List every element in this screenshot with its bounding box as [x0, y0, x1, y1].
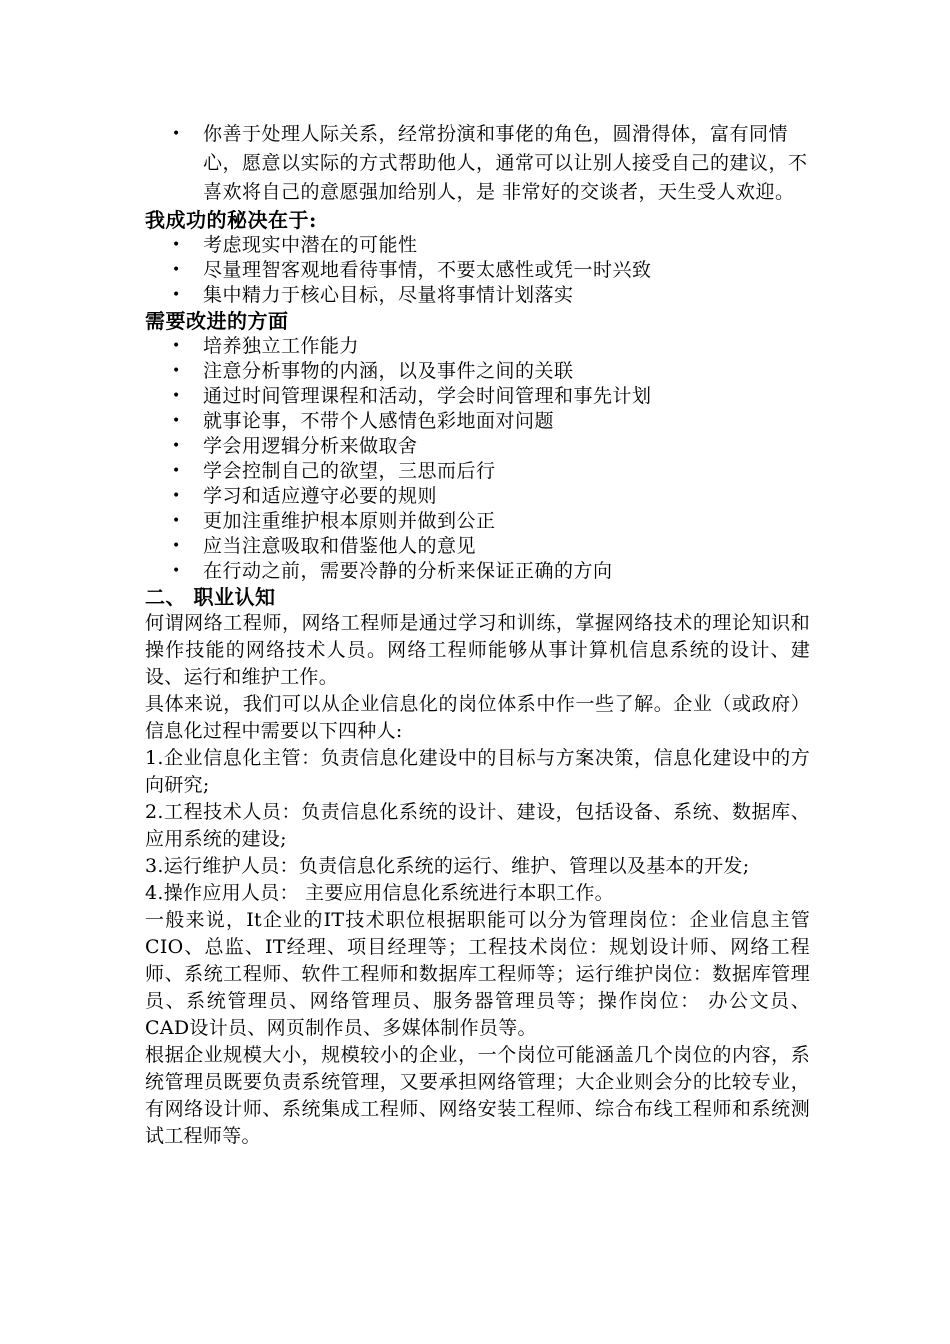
- secret-heading: 我成功的秘决在于:: [145, 208, 317, 232]
- bullet-icon: •: [172, 488, 181, 504]
- career-body: [145, 610, 810, 1150]
- bullet-icon: •: [172, 538, 181, 554]
- bullet-icon: •: [172, 338, 181, 354]
- paragraph: 3.运行维护人员：负责信息化系统的运行、维护、管理以及基本的开发;: [145, 855, 750, 877]
- list-item-text: 你善于处理人际关系，经常扮演和事佬的角色，圆滑得体，富有同情心，愿意以实际的方式帮助他人，通常可以让别人接受自己的建议，不喜欢将自己的意愿强加给别人，是 非常好的交谈者，天生受人欢迎。: [203, 123, 808, 203]
- secret-bullet-list: [145, 233, 810, 308]
- bullet-icon: •: [172, 363, 181, 379]
- list-item: [145, 559, 810, 584]
- paragraph: 何谓网络工程师，网络工程师是通过学习和训练，掌握网络技术的理论知识和操作技能的网络技术人员。网络工程师能够从事计算机信息系统的设计、建设、运行和维护工作。: [145, 612, 810, 688]
- paragraph: 根据企业规模大小，规模较小的企业，一个岗位可能涵盖几个岗位的内容，系统管理员既要负责系统管理，又要承担网络管理；大企业则会分的比较专业，有网络设计师、系统集成工程师、网络安装工程师、综合布线工程师和系统测试工程师等。: [145, 1044, 810, 1147]
- list-item-text: 尽量理智客观地看待事情，不要太感性或凭一时兴致: [203, 259, 652, 281]
- list-item: [145, 509, 810, 534]
- list-item-text: 考虑现实中潜在的可能性: [203, 234, 418, 256]
- list-item: [145, 233, 810, 258]
- list-item: [145, 258, 810, 283]
- list-item-text: 学会控制自己的欲望，三思而后行: [203, 460, 496, 482]
- document-page: [145, 120, 810, 1150]
- list-item: [145, 484, 810, 509]
- paragraph: 具体来说，我们可以从企业信息化的岗位体系中作一些了解。企业（或政府）信息化过程中需要以下四种人:: [145, 693, 810, 742]
- list-item-text: 更加注重维护根本原则并做到公正: [203, 510, 496, 532]
- bullet-icon: •: [172, 563, 181, 579]
- list-item-text: 学会用逻辑分析来做取舍: [203, 435, 418, 457]
- list-item-text: 在行动之前，需要冷静的分析来保证正确的方向: [203, 560, 613, 582]
- list-item-text: 注意分析事物的内涵，以及事件之间的关联: [203, 360, 574, 382]
- bullet-icon: •: [172, 513, 181, 529]
- bullet-icon: •: [172, 388, 181, 404]
- list-item: [145, 534, 810, 559]
- paragraph: 4.操作应用人员： 主要应用信息化系统进行本职工作。: [145, 882, 614, 904]
- list-item: [145, 359, 810, 384]
- improve-bullet-list: [145, 334, 810, 584]
- list-item-text: 就事论事，不带个人感情色彩地面对问题: [203, 410, 555, 432]
- list-item: [145, 384, 810, 409]
- bullet-icon: •: [172, 413, 181, 429]
- bullet-icon: •: [172, 237, 181, 253]
- list-item-text: 集中精力于核心目标，尽量将事情计划落实: [203, 284, 574, 306]
- paragraph: 2.工程技术人员：负责信息化系统的设计、建设，包括设备、系统、数据库、应用系统的建设;: [145, 801, 810, 850]
- bullet-icon: •: [172, 287, 181, 303]
- list-item-text: 培养独立工作能力: [203, 335, 360, 357]
- list-item-text: 学习和适应遵守必要的规则: [203, 485, 438, 507]
- list-item: [145, 409, 810, 434]
- improve-heading: 需要改进的方面: [145, 309, 289, 333]
- list-item-text: 应当注意吸取和借鉴他人的意见: [203, 535, 477, 557]
- bullet-icon: •: [172, 438, 181, 454]
- list-item: [145, 283, 810, 308]
- intro-bullet-list: [145, 120, 810, 207]
- career-heading: 二、 职业认知: [145, 585, 276, 609]
- bullet-icon: •: [172, 126, 181, 142]
- list-item: [145, 334, 810, 359]
- paragraph: 1.企业信息化主管：负责信息化建设中的目标与方案决策，信息化建设中的方向研究;: [145, 747, 810, 796]
- bullet-icon: •: [172, 262, 181, 278]
- paragraph: 一般来说，It企业的IT技术职位根据职能可以分为管理岗位：企业信息主管CIO、总监、IT经理、项目经理等；工程技术岗位：规划设计师、网络工程师、系统工程师、软件工程师和数据库工程师等；运行维护岗位：数据库管理员、系统管理员、网络管理员、服务器管理员等；操作岗位： 办公文员、CAD设计员、网页制作员、多媒体制作员等。: [145, 909, 810, 1039]
- list-item: [145, 459, 810, 484]
- bullet-icon: •: [172, 463, 181, 479]
- list-item: [145, 434, 810, 459]
- list-item: [145, 120, 810, 207]
- list-item-text: 通过时间管理课程和活动，学会时间管理和事先计划: [203, 385, 652, 407]
